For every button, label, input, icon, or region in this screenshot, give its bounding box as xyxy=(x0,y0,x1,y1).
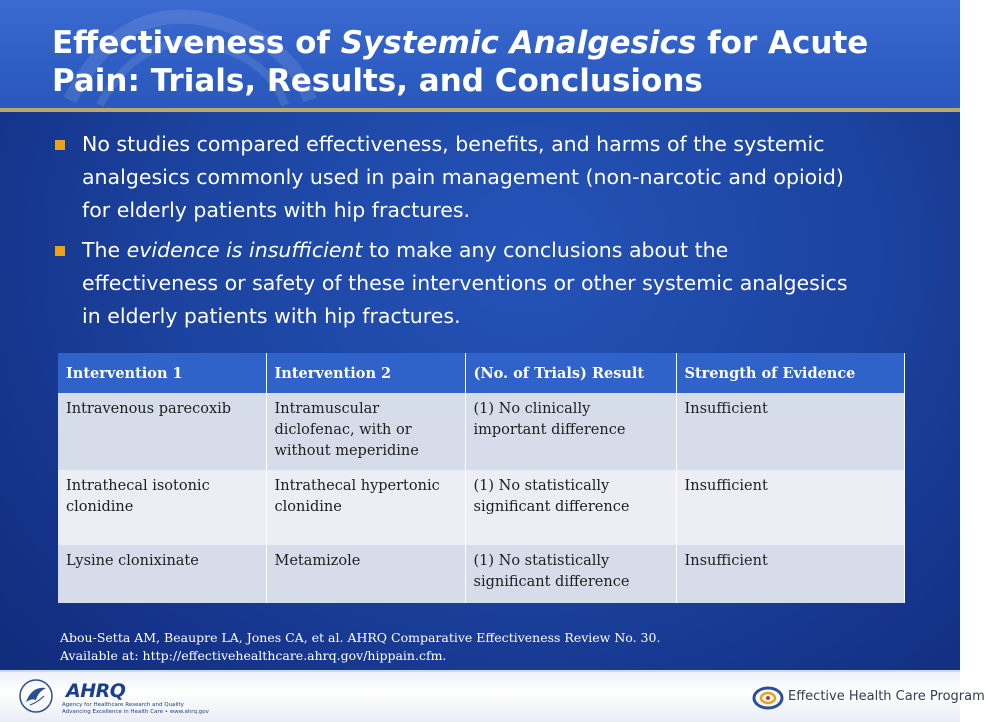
bullet-text-start: The xyxy=(82,238,127,262)
ehc-swirl-icon xyxy=(752,683,784,713)
citation-line: Abou-Setta AM, Beaupre LA, Jones CA, et al. AHRQ Comparative Effectiveness Review No. 30. xyxy=(60,630,661,645)
bullet-text-end: to make any conclusions about the effectiveness or safety of these interventions or other systemic analgesics in elderly patients with hip fractures. xyxy=(82,238,848,328)
table-row xyxy=(58,545,904,603)
table-cell: (1) No statistically significant difference xyxy=(465,545,676,603)
bullet-item xyxy=(52,128,852,227)
table-cell: Insufficient xyxy=(676,545,904,603)
ahrq-logo-tagline xyxy=(62,702,209,715)
bullet-square-icon xyxy=(55,140,65,150)
slide-title xyxy=(52,24,932,100)
table-cell: Intramuscular diclofenac, with or without meperidine xyxy=(266,393,465,470)
table-cell: Intravenous parecoxib xyxy=(58,393,266,470)
bullet-item xyxy=(52,234,852,333)
table-row xyxy=(58,393,904,470)
bullet-italic-text: evidence is insufficient xyxy=(126,238,363,262)
table-header-row xyxy=(58,353,904,393)
title-text-start: Effectiveness of xyxy=(52,25,341,61)
table-cell: Lysine clonixinate xyxy=(58,545,266,603)
table-cell: Intrathecal isotonic clonidine xyxy=(58,470,266,545)
title-italic-text: Systemic Analgesics xyxy=(340,25,697,61)
column-header: Intervention 2 xyxy=(266,353,465,393)
hhs-eagle-logo-icon xyxy=(16,678,56,714)
table-cell: (1) No statistically significant difference xyxy=(465,470,676,545)
table-row xyxy=(58,470,904,545)
column-header: Strength of Evidence xyxy=(676,353,904,393)
evidence-table xyxy=(58,353,905,603)
ahrq-tagline-line: Agency for Healthcare Research and Quality xyxy=(62,702,184,708)
table-cell: Insufficient xyxy=(676,470,904,545)
column-header: Intervention 1 xyxy=(58,353,266,393)
table-cell: Metamizole xyxy=(266,545,465,603)
title-text-end: for Acute Pain: Trials, Results, and Conclusions xyxy=(52,25,869,99)
title-divider-highlight xyxy=(0,111,960,112)
program-name: Effective Health Care Program xyxy=(788,689,985,704)
column-header: (No. of Trials) Result xyxy=(465,353,676,393)
citation-url-line: Available at: http://effectivehealthcare.ahrq.gov/hippain.cfm. xyxy=(60,648,447,663)
citation xyxy=(60,629,660,665)
bullet-list xyxy=(52,128,852,340)
effective-health-care-logo xyxy=(752,683,985,713)
table-cell: (1) No clinically important difference xyxy=(465,393,676,470)
bullet-square-icon xyxy=(55,246,65,256)
table-cell: Intrathecal hypertonic clonidine xyxy=(266,470,465,545)
ahrq-logo xyxy=(62,680,209,716)
ahrq-tagline-line: Advancing Excellence in Health Care • www.ahrq.gov xyxy=(62,708,209,715)
table-cell: Insufficient xyxy=(676,393,904,470)
ahrq-logo-name: AHRQ xyxy=(66,680,126,702)
bullet-text: No studies compared effectiveness, benefits, and harms of the systemic analgesics commonly used in pain management (non-narcotic and opioid) for elderly patients with hip fractures. xyxy=(82,132,844,222)
